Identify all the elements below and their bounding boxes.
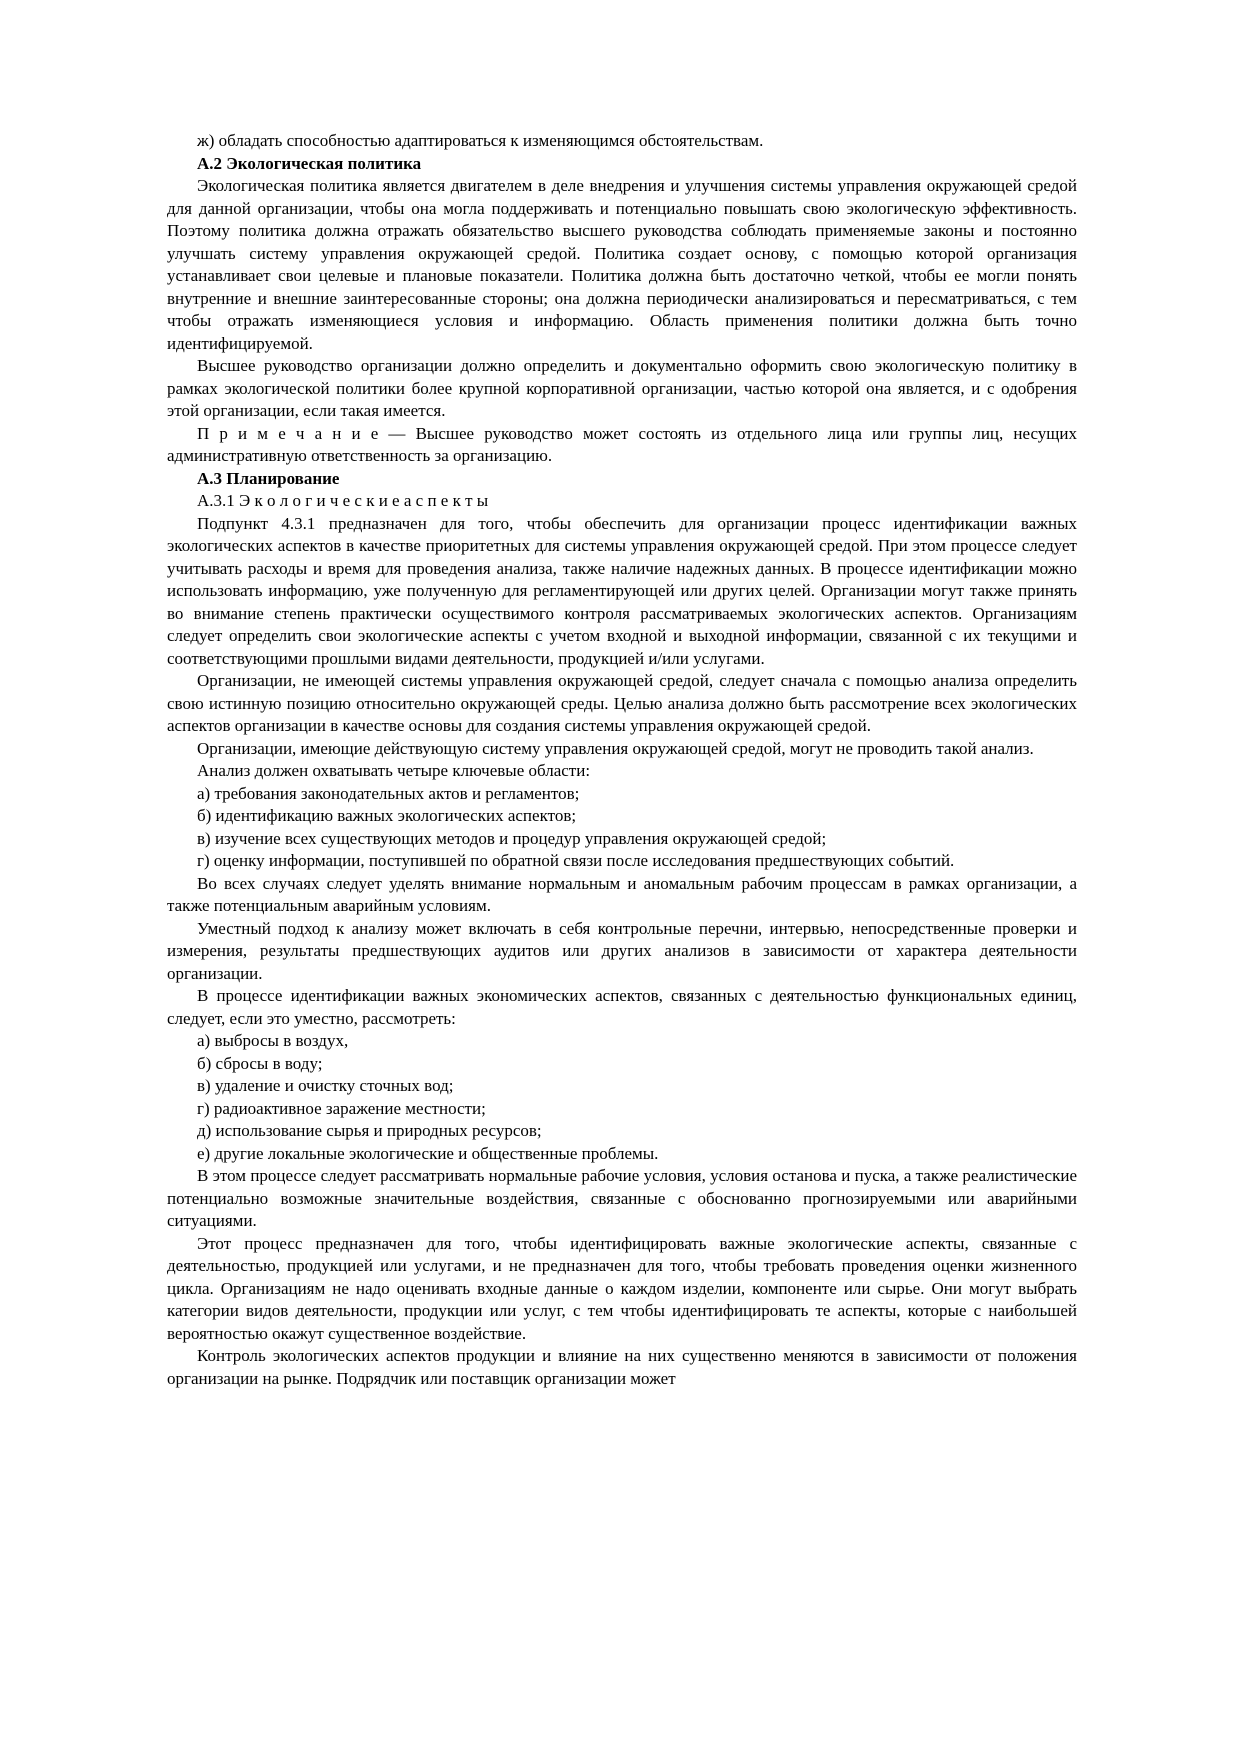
paragraph: Экологическая политика является двигателем в деле внедрения и улучшения системы управления окружающей средой для данной организации, чтобы она могла поддерживать и потенциально повышать свою экологическую эффективность. Поэтому политика должна отражать обязательство высшего руководства соблюдать применяемые законы и постоянно улучшать систему управления окружающей средой. Политика создает основу, с помощью которой организация устанавливает свои целевые и плановые показатели. Политика должна быть достаточно четкой, чтобы ее могли понять внутренние и внешние заинтересованные стороны; она должна периодически анализироваться и пересматриваться, с тем чтобы отражать изменяющиеся условия и информацию. Область применения политики должна быть точно идентифицируемой. xyxy=(167,176,1077,353)
paragraph: Высшее руководство организации должно определить и документально оформить свою экологическую политику в рамках экологической политики более крупной корпоративной организации, частью которой она является, и с одобрения этой организации, если такая имеется. xyxy=(167,356,1077,420)
list-item: б) идентификацию важных экологических аспектов; xyxy=(197,806,577,825)
paragraph: Уместный подход к анализу может включать в себя контрольные перечни, интервью, непосредственные проверки и измерения, результаты предшествующих аудитов или других анализов в зависимости от характера деятельности организации. xyxy=(167,918,1077,983)
document-page xyxy=(167,130,1077,1390)
list-item: а) требования законодательных актов и регламентов; xyxy=(197,783,580,803)
paragraph: Контроль экологических аспектов продукции и влияние на них существенно меняются в зависимости от положения организации на рынке. Подрядчик или поставщик организации может xyxy=(167,1346,1077,1388)
paragraph: ж) обладать способностью адаптироваться к изменяющимся обстоятельствам. xyxy=(197,131,764,150)
paragraph: Этот процесс предназначен для того, чтобы идентифицировать важные экологические аспекты, связанные с деятельностью, продукцией или услугами, и не предназначен для того, чтобы требовать проведения оценки жизненного цикла. Организациям не надо оценивать входные данные о каждом изделии, компоненте или сырье. Они могут выбрать категории видов деятельности, продукции или услуг, с тем чтобы идентифицировать те аспекты, которые с наибольшей вероятностью окажут существенное воздействие. xyxy=(167,1233,1077,1343)
list-item: г) радиоактивное заражение местности; xyxy=(197,1098,486,1118)
paragraph: В процессе идентификации важных экономических аспектов, связанных с деятельностью функциональных единиц, следует, если это уместно, рассмотреть: xyxy=(167,986,1077,1028)
section-heading: А.2 Экологическая политика xyxy=(197,153,422,173)
paragraph: Во всех случаях следует уделять внимание нормальным и аномальным рабочим процессам в рамках организации, а также потенциальным аварийным условиям. xyxy=(167,873,1077,915)
paragraph: Анализ должен охватывать четыре ключевые области: xyxy=(197,761,591,780)
list-item: а) выбросы в воздух, xyxy=(197,1031,349,1050)
subsection-heading: А.3.1 Э к о л о г и ч е с к и е а с п е к т ы xyxy=(197,491,489,510)
list-item: в) удаление и очистку сточных вод; xyxy=(197,1076,454,1095)
note-paragraph: П р и м е ч а н и е — Высшее руководство может состоять из отдельного лица или группы лиц, несущих административную ответственность за организацию. xyxy=(167,423,1077,465)
paragraph: г) оценку информации, поступившей по обратной связи после исследования предшествующих событий. xyxy=(197,851,955,870)
paragraph: Организации, не имеющей системы управления окружающей средой, следует сначала с помощью анализа определить свою истинную позицию относительно окружающей среды. Целью анализа должно быть рассмотрение всех экологических аспектов организации в качестве основы для создания системы управления окружающей средой. xyxy=(167,671,1077,735)
paragraph: В этом процессе следует рассматривать нормальные рабочие условия, условия останова и пуска, а также реалистические потенциально возможные значительные воздействия, связанные с обоснованно прогнозируемыми или аварийными ситуациями. xyxy=(167,1166,1077,1230)
list-item: д) использование сырья и природных ресурсов; xyxy=(197,1121,542,1140)
paragraph: Организации, имеющие действующую систему управления окружающей средой, могут не проводить такой анализ. xyxy=(197,738,1034,758)
list-item: в) изучение всех существующих методов и процедур управления окружающей средой; xyxy=(197,828,827,848)
section-heading: А.3 Планирование xyxy=(197,468,340,488)
paragraph: Подпункт 4.3.1 предназначен для того, чтобы обеспечить для организации процесс идентификации важных экологических аспектов в качестве приоритетных для системы управления окружающей средой. При этом процессе следует учитывать расходы и время для проведения анализа, также наличие надежных данных. В процессе идентификации можно использовать информацию, уже полученную для регламентирующей или других целей. Организации могут также принять во внимание степень практически осуществимого контроля рассматриваемых экологических аспектов. Организациям следует определить свои экологические аспекты с учетом входной и выходной информации, связанной с их текущими и соответствующими прошлыми видами деятельности, продукцией и/или услугами. xyxy=(167,513,1077,668)
list-item: б) сбросы в воду; xyxy=(197,1053,323,1073)
list-item: е) другие локальные экологические и общественные проблемы. xyxy=(197,1143,659,1163)
